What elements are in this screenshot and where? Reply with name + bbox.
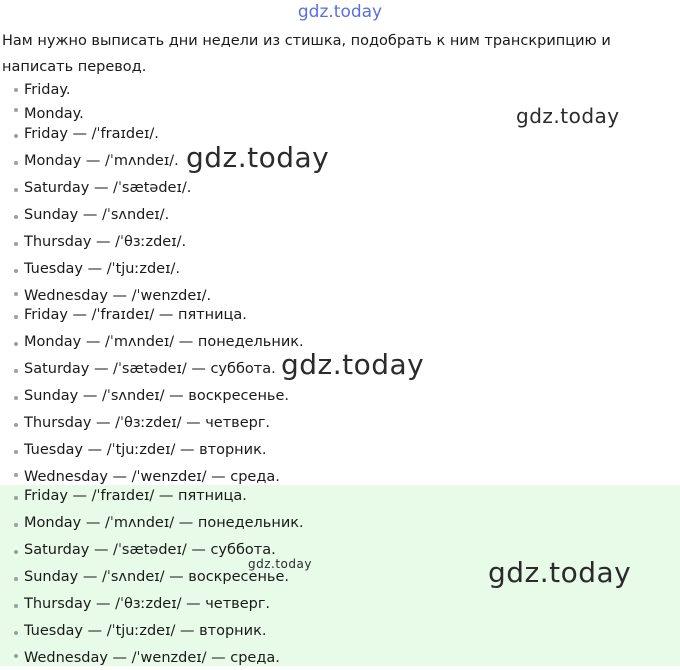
translation-list [0, 303, 304, 485]
list-item: Wednesday — /ˈwenzdeɪ/. [0, 284, 211, 303]
list-item: Sunday — /ˈsʌndeɪ/ — воскресенье. [0, 565, 304, 592]
list-item: Friday — /ˈfraɪdeɪ/. [0, 122, 211, 149]
list-item: Wednesday — /ˈwenzdeɪ/ — среда. [0, 465, 304, 485]
watermark: gdz.today [186, 141, 330, 174]
list-item: Monday — /ˈmʌndeɪ/ — понедельник. [0, 511, 304, 538]
transcription-list [0, 122, 211, 303]
list-item: Sunday — /ˈsʌndeɪ/. [0, 203, 211, 230]
list-item: Tuesday — /ˈtjuːzdeɪ/ — вторник. [0, 619, 304, 646]
list-item: Tuesday — /ˈtjuːzdeɪ/. [0, 257, 211, 284]
list-item: Monday — /ˈmʌndeɪ/ — понедельник. [0, 330, 304, 357]
highlighted-translation-list [0, 484, 304, 666]
list-item: Wednesday — /ˈwenzdeɪ/ — среда. [0, 646, 304, 666]
list-item: Saturday — /ˈsætədeɪ/ — суббота. [0, 538, 304, 565]
list-item: Sunday — /ˈsʌndeɪ/ — воскресенье. [0, 384, 304, 411]
days-list [0, 78, 84, 122]
list-item: Thursday — /ˈθɜːzdeɪ/. [0, 230, 211, 257]
list-item: Friday. [0, 78, 84, 102]
list-item: Monday — /ˈmʌndeɪ/. [0, 149, 211, 176]
intro-text: Нам нужно выписать дни недели из стишка, подобрать к ним транскрипцию и написать перевод. [2, 33, 611, 75]
list-item: Saturday — /ˈsætədeɪ/. [0, 176, 211, 203]
list-item: Friday — /ˈfraɪdeɪ/ — пятница. [0, 303, 304, 330]
header-watermark: gdz.today [297, 2, 383, 22]
watermark: gdz.today [488, 556, 632, 589]
list-item: Monday. [0, 102, 84, 118]
list-item: Thursday — /ˈθɜːzdeɪ/ — четверг. [0, 592, 304, 619]
watermark: gdz.today [516, 104, 620, 128]
list-item: Tuesday — /ˈtjuːzdeɪ/ — вторник. [0, 438, 304, 465]
watermark: gdz.today [248, 557, 312, 571]
watermark: gdz.today [281, 348, 425, 381]
list-item: Saturday — /ˈsætədeɪ/ — суббота. [0, 357, 304, 384]
list-item: Friday — /ˈfraɪdeɪ/ — пятница. [0, 484, 304, 511]
list-item: Thursday — /ˈθɜːzdeɪ/ — четверг. [0, 411, 304, 438]
